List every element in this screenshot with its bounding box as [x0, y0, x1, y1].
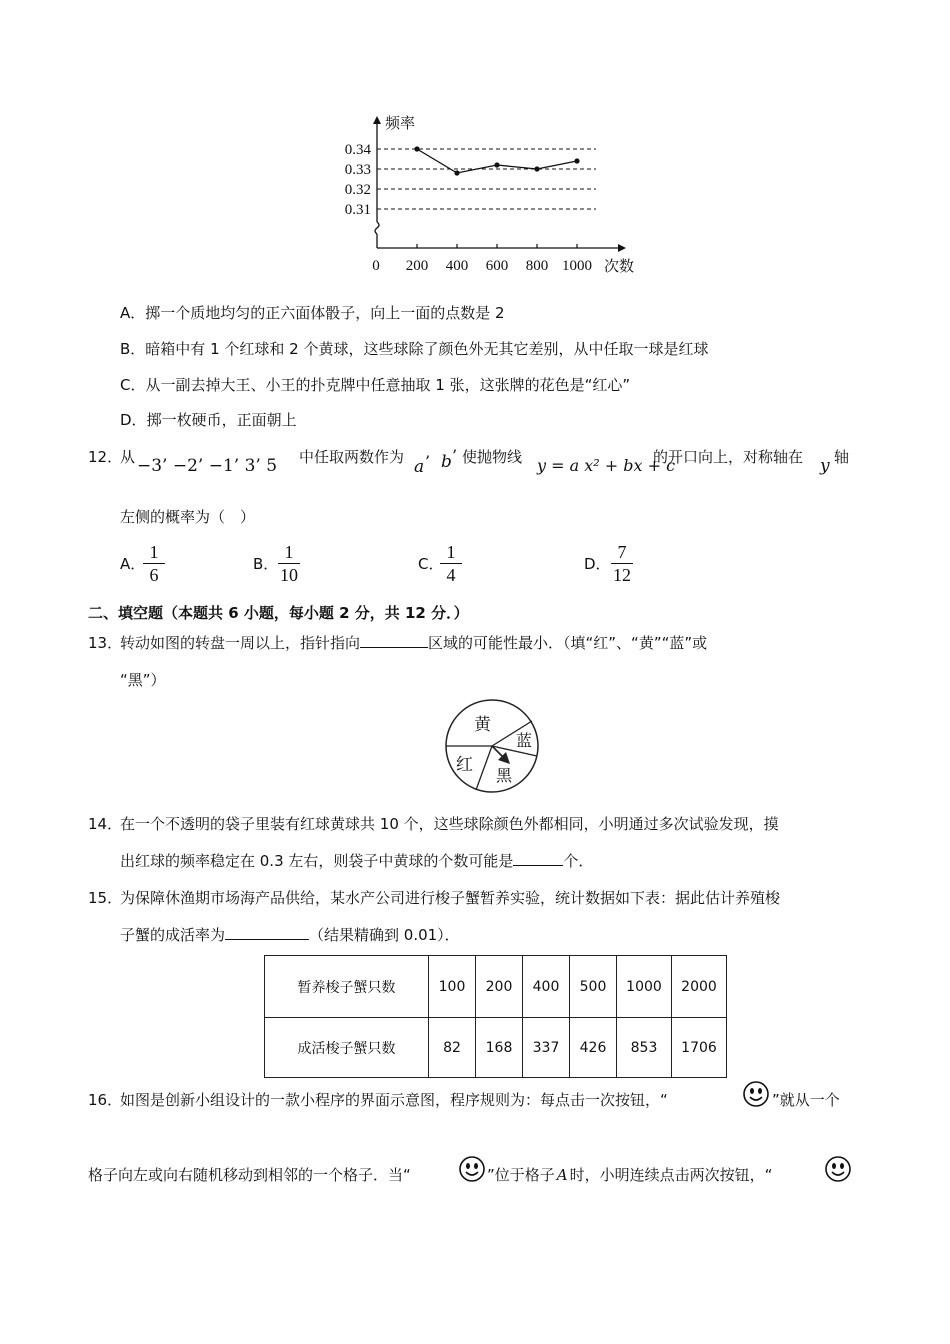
- spinner-label-blue: 蓝: [516, 733, 533, 750]
- y-tick-label: 0.34: [344, 142, 371, 158]
- q12-option-a-letter: A．: [120, 555, 146, 573]
- q16-line-1: [88, 1089, 668, 1110]
- section-2-heading: 二、填空题（本题共 6 小题，每小题 2 分，共 12 分．）: [88, 604, 469, 622]
- denominator: 12: [613, 565, 631, 585]
- numerator: 1: [440, 543, 462, 564]
- table-cell: 400: [523, 956, 570, 1018]
- table-cell: 200: [476, 956, 523, 1018]
- q14-line-2: [120, 850, 593, 871]
- q16-text-2b: [487, 1164, 772, 1185]
- option-text: 掷一个质地均匀的正六面体骰子，向上一面的点数是 2: [145, 304, 505, 322]
- x-tick-label: 600: [485, 258, 509, 274]
- q16-line-2: [88, 1164, 411, 1185]
- spinner-divider: [476, 746, 492, 790]
- q14-text-2a: 出红球的频率稳定在 0.3 左右，则袋子中黄球的个数可能是: [120, 852, 514, 870]
- q12-text-4: 轴: [834, 448, 850, 466]
- y-tick-label: 0.32: [344, 182, 371, 198]
- x-tick-label: 200: [405, 258, 429, 274]
- q16-text-2a: 格子向左或向右随机移动到相邻的一个格子．当“: [88, 1166, 411, 1184]
- spinner-label-red: 红: [456, 755, 473, 774]
- q15-line-1: [88, 887, 780, 908]
- q13-answer-blank: [360, 633, 428, 648]
- q16-text-2c: 时，小明连续点击两次按钮，“: [569, 1166, 773, 1184]
- table-cell: 1706: [672, 1018, 727, 1078]
- table-cell: 853: [617, 1018, 672, 1078]
- numerator: 1: [278, 543, 300, 564]
- q13-line-1: [88, 632, 707, 653]
- spinner-wheel: [440, 698, 544, 798]
- q13-text-b: 区域的可能性最小．（填“红”、“黄”“蓝”或: [428, 634, 708, 652]
- option-letter: A．: [120, 304, 146, 322]
- q12-option-c-fraction: [440, 543, 462, 584]
- q14-text-1: 在一个不透明的袋子里装有红球黄球共 10 个，这些球除颜色外都相同，小明通过多次试验发现，摸: [120, 815, 779, 833]
- denominator: 4: [446, 565, 456, 585]
- q16-text-1b: ”就从一个: [772, 1091, 840, 1109]
- q14-number: 14．: [88, 815, 123, 833]
- option-text: 从一副去掉大王、小王的扑克牌中任意抽取 1 张，这张牌的花色是“红心”: [145, 376, 631, 394]
- smiley-face-icon: [824, 1155, 852, 1183]
- q14-text-2b: 个．: [563, 852, 594, 870]
- smiley-face-icon: [742, 1080, 770, 1108]
- q12-option-d-letter: D．: [584, 555, 611, 573]
- x-tick-label: 1000: [562, 258, 592, 274]
- q15-text-2a: 子蟹的成活率为: [120, 926, 226, 944]
- q12-option-c-letter: C．: [418, 555, 444, 573]
- y-axis-arrow: [373, 116, 381, 124]
- table-row: [265, 956, 727, 1018]
- q13-number: 13．: [88, 634, 123, 652]
- q12-text-1: 中任取两数作为: [299, 448, 405, 466]
- y-tick-label: 0.31: [344, 202, 371, 218]
- chart-labels: [345, 115, 634, 275]
- q12-text-2: 使抛物线: [462, 448, 523, 466]
- numerator: 7: [611, 543, 633, 564]
- q11-option-c: [120, 374, 630, 395]
- x-tick-label: 400: [445, 258, 469, 274]
- q12-option-a-fraction: [143, 543, 165, 584]
- data-point: [454, 170, 459, 175]
- y-axis-title: 频率: [385, 116, 416, 132]
- chart-axes: [373, 116, 626, 252]
- q12-var-a: a: [414, 457, 425, 477]
- q15-answer-blank: [225, 925, 309, 940]
- q15-text-1: 为保障休渔期市场海产品供给，某水产公司进行梭子蟹暂养实验，统计数据如下表：据此估计养殖梭: [120, 889, 781, 907]
- chart-series: [414, 146, 579, 175]
- table-header-cell: 成活梭子蟹只数: [265, 1018, 429, 1078]
- q12-number-list: −3’ −2’ −1’ 3’ 5: [137, 456, 278, 476]
- q13-text-a: 转动如图的转盘一周以上，指针指向: [120, 634, 361, 652]
- smiley-face-icon: [458, 1155, 486, 1183]
- option-letter: D．: [120, 411, 147, 429]
- data-point: [534, 166, 539, 171]
- q11-option-d: [120, 409, 297, 430]
- spinner-label-black: 黑: [496, 768, 513, 785]
- q12-sep-2: ’: [452, 446, 458, 465]
- table-cell: 100: [429, 956, 476, 1018]
- data-point: [494, 162, 499, 167]
- y-axis-break: [375, 222, 379, 234]
- table-cell: 337: [523, 1018, 570, 1078]
- q12-option-b-fraction: [278, 543, 300, 584]
- q15-line-2: [120, 924, 460, 945]
- data-point: [574, 158, 579, 163]
- spinner-label-yellow: 黄: [474, 715, 491, 734]
- chart-gridlines: [377, 149, 596, 209]
- option-letter: C．: [120, 376, 146, 394]
- table-header-cell: 暂养梭子蟹只数: [265, 956, 429, 1018]
- table-row: [265, 1018, 727, 1078]
- q16-number: 16．: [88, 1091, 123, 1109]
- q11-option-b: [120, 338, 708, 359]
- frequency-line-chart: [330, 108, 650, 280]
- q13-line-2: “黑”）: [120, 671, 166, 689]
- numerator: 1: [143, 543, 165, 564]
- table-cell: 82: [429, 1018, 476, 1078]
- crab-data-table: [264, 955, 727, 1078]
- y-tick-label: 0.33: [344, 162, 371, 178]
- x-axis-arrow: [618, 244, 626, 252]
- q15-number: 15．: [88, 889, 123, 907]
- q12-var-y: y: [820, 456, 830, 476]
- q16-text-2b-part: ”位于格子: [487, 1166, 555, 1184]
- table-cell: 1000: [617, 956, 672, 1018]
- q16-cell-a: A: [556, 1166, 568, 1184]
- table-cell: 500: [570, 956, 617, 1018]
- q12-var-b: b: [441, 452, 452, 472]
- option-text: 暗箱中有 1 个红球和 2 个黄球，这些球除了颜色外无其它差别，从中任取一球是红球: [145, 340, 709, 358]
- table-cell: 426: [570, 1018, 617, 1078]
- q11-option-a: [120, 302, 505, 323]
- q14-line-1: [88, 813, 779, 834]
- q15-text-2b: （结果精确到 0.01）．: [309, 926, 460, 944]
- q14-answer-blank: [513, 851, 563, 866]
- denominator: 6: [149, 565, 159, 585]
- q16-text-1a: 如图是创新小组设计的一款小程序的界面示意图，程序规则为：每点击一次按钮，“: [120, 1091, 668, 1109]
- x-axis-title: 次数: [604, 259, 635, 275]
- q12-option-b-letter: B．: [253, 555, 279, 573]
- origin-label: 0: [372, 258, 380, 274]
- q12-line-2: 左侧的概率为（ ）: [120, 508, 256, 526]
- option-text: 掷一枚硬币，正面朝上: [146, 411, 297, 429]
- q12-text-3: 的开口向上，对称轴在: [653, 448, 804, 466]
- q12-number: 12．: [88, 448, 123, 466]
- table-cell: 2000: [672, 956, 727, 1018]
- x-tick-label: 800: [525, 258, 549, 274]
- q12-from: 从: [120, 448, 136, 466]
- data-point: [414, 146, 419, 151]
- q12-parabola-formula: y = a x² + bx + c: [537, 456, 676, 475]
- q12-sep-1: ’: [425, 452, 431, 471]
- q12-option-d-fraction: [611, 543, 633, 584]
- option-letter: B．: [120, 340, 146, 358]
- table-cell: 168: [476, 1018, 523, 1078]
- denominator: 10: [280, 565, 298, 585]
